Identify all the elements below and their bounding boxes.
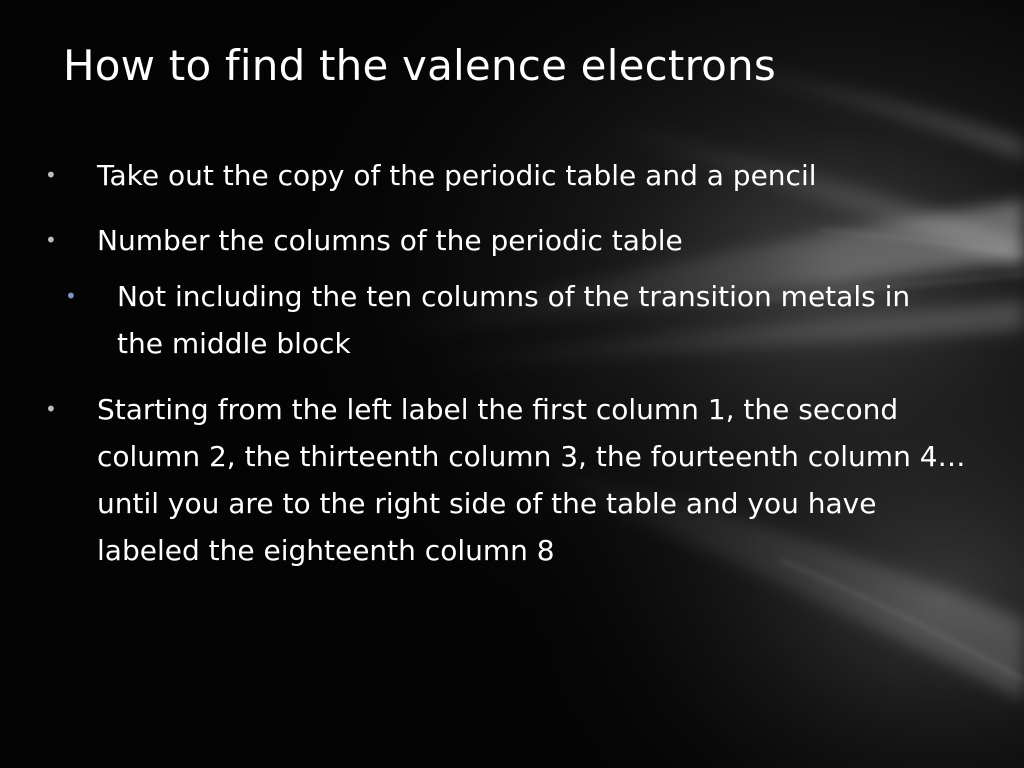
bullet-dot-icon: • [45,228,57,252]
sub-bullet-item [65,273,937,367]
bullet-text: Number the columns of the periodic table [97,224,683,257]
slide-title: How to find the valence electrons [63,41,776,90]
sub-bullet-text: Not including the ten columns of the transition metals in the middle block [117,280,911,360]
bullet-item [45,152,977,199]
bullet-text: Take out the copy of the periodic table and a pencil [97,159,817,192]
bullet-text: Starting from the left label the first column 1, the second column 2, the thirteenth column 3, the fourteenth column 4…until you are to the right side of the table and you have labeled the eighteenth column 8 [97,393,966,567]
bullet-item [45,217,977,264]
sub-bullet-dot-icon: • [65,284,77,308]
bullet-dot-icon: • [45,163,57,187]
bullet-dot-icon: • [45,397,57,421]
bullet-item [45,386,977,574]
